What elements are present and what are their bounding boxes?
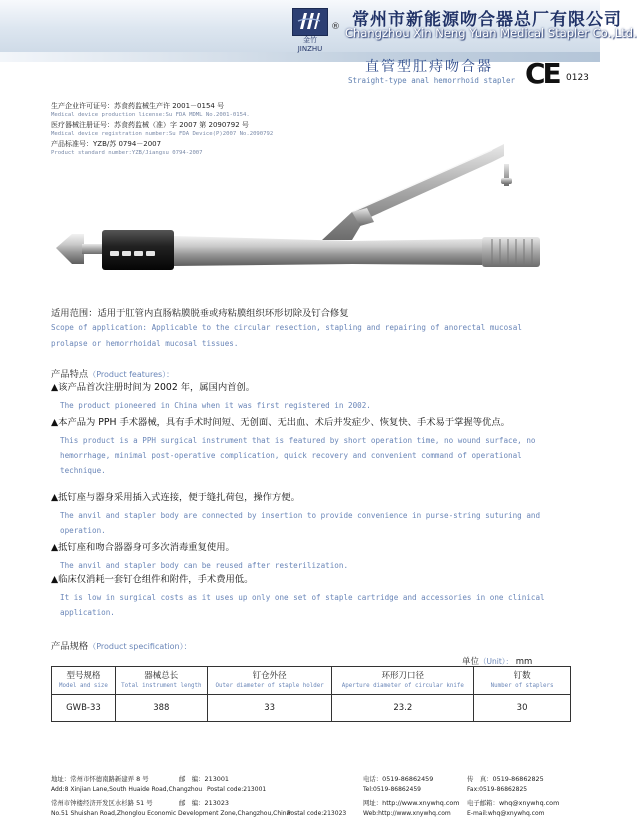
unit-cn: 单位 bbox=[462, 657, 480, 667]
table-header-cell: 环形刀口径 Aperture diameter of circular knife bbox=[332, 667, 474, 695]
product-name-en: Straight-type anal hemorrhoid stapler bbox=[348, 76, 516, 85]
spec-heading-cn: 产品规格 bbox=[51, 641, 89, 652]
table-row bbox=[52, 695, 571, 722]
address-2-cn: 常州市钟楼经济开发区水杉路 51 号 bbox=[51, 799, 153, 807]
table-cell: 33 bbox=[207, 695, 332, 722]
feature-en: This product is a PPH surgical instrument that is featured by short operation time, no wound surface, no hemorrhage, minimal post-operative complication, quick recovery and convenient command of operational technique. bbox=[60, 436, 536, 475]
scope-cn: 适用范围：适用于肛管内直肠粘膜脱垂或痔粘膜组织环形切除及钉合修复 bbox=[51, 308, 349, 319]
fax-cn: 传 真：0519-86862825 bbox=[467, 775, 544, 783]
website-en: Web:http://www.xnywhq.com bbox=[363, 810, 451, 817]
ce-mark: CE bbox=[525, 57, 559, 90]
logo-label: 金竹 JINZHU bbox=[297, 36, 323, 53]
table-cell: 388 bbox=[115, 695, 207, 722]
address-2-en: No.51 Shuishan Road,Zhonglou Economic Development Zone,Changzhou,China bbox=[51, 810, 291, 817]
address-1-cn: 地址：常州市怀德南路新建弄 8 号 bbox=[51, 775, 149, 783]
table-cell: GWB-33 bbox=[52, 695, 116, 722]
fax-en: Fax:0519-86862825 bbox=[467, 786, 528, 793]
stapler-illustration bbox=[52, 140, 548, 300]
product-name-cn: 直管型肛痔吻合器 bbox=[365, 59, 493, 75]
email-cn: 电子邮箱：whq@xnywhq.com bbox=[467, 799, 560, 807]
table-header-cell: 器械总长 Total instrument length bbox=[115, 667, 207, 695]
table-header-cell: 型号规格 Model and size bbox=[52, 667, 116, 695]
table-header-row bbox=[52, 667, 571, 695]
production-license-en: Medical device production license:Su FDA MDML No.2001-0154. bbox=[51, 112, 250, 118]
feature-en: The anvil and stapler body can be reused after resterilization. bbox=[60, 561, 349, 570]
feature-en: It is low in surgical costs as it uses up only one set of staple cartridge and accessories in one clinical application. bbox=[60, 593, 545, 617]
unit-en: （Unit）： bbox=[479, 657, 514, 666]
postcode-2-en: Postal code:213023 bbox=[287, 810, 347, 817]
feature-item bbox=[51, 541, 556, 573]
ce-number: 0123 bbox=[566, 73, 589, 83]
feature-cn: ▲抵钉座与器身采用插入式连接，便于缝扎荷包，操作方便。 bbox=[51, 492, 300, 503]
company-name-en: Changzhou Xin Neng Yuan Medical Stapler Co.,Ltd. bbox=[345, 26, 637, 40]
unit-value: mm bbox=[515, 657, 533, 667]
feature-en: The product pioneered in China when it was first registered in 2002. bbox=[60, 401, 371, 410]
table-header-cell: 钉数 Number of staplers bbox=[474, 667, 571, 695]
website-cn: 网址：http://www.xnywhq.com bbox=[363, 799, 460, 807]
bamboo-logo-icon bbox=[296, 11, 322, 31]
postcode-1-en: Postal code:213001 bbox=[207, 786, 267, 793]
header-stripe bbox=[0, 52, 600, 62]
features-heading-en: （Product features）： bbox=[88, 370, 175, 379]
postcode-2-cn: 邮 编：213023 bbox=[179, 799, 229, 807]
feature-cn: ▲临床仅消耗一套钉仓组件和附件，手术费用低。 bbox=[51, 574, 254, 585]
feature-cn: ▲该产品首次注册时间为 2002 年，属国内首创。 bbox=[51, 382, 256, 393]
feature-item bbox=[51, 573, 556, 620]
spec-heading bbox=[51, 638, 192, 652]
production-license-cn: 生产企业许可证号：苏食药监械生产许 2001－0154 号 bbox=[51, 102, 225, 110]
feature-cn: ▲抵钉座和吻合器器身可多次消毒重复使用。 bbox=[51, 542, 235, 553]
features-heading-cn: 产品特点 bbox=[51, 369, 89, 380]
telephone-cn: 电话：0519-86862459 bbox=[363, 775, 434, 783]
scope-en: Scope of application: Applicable to the circular resection, stapling and repairing of anorectal mucosal prolapse or hemorrhoidal mucosal tissues. bbox=[51, 323, 522, 348]
telephone-en: Tel:0519-86862459 bbox=[363, 786, 421, 793]
product-standard-cn: 产品标准号：YZB/苏 0794－2007 bbox=[51, 140, 162, 148]
product-standard-en: Product standard number:YZB/Jiangsu 0794-2007 bbox=[51, 150, 203, 156]
table-header-cell: 钉仓外径 Outer diameter of staple holder bbox=[207, 667, 332, 695]
address-1-en: Add:8 Xinjian Lane,South Huaide Road,Changzhou bbox=[51, 786, 203, 793]
features-heading bbox=[51, 366, 174, 380]
feature-item bbox=[51, 491, 556, 538]
feature-cn: ▲本产品为 PPH 手术器械，具有手术时间短、无创面、无出血、术后并发症少、恢复快、手术易于掌握等优点。 bbox=[51, 417, 510, 428]
feature-item bbox=[51, 381, 556, 413]
device-registration-en: Medical device registration number:Su FDA Device(P)2007 No.2090792 bbox=[51, 131, 274, 137]
company-name-cn: 常州市新能源吻合器总厂有限公司 bbox=[352, 10, 622, 30]
spec-heading-en: （Product specification）： bbox=[88, 642, 192, 651]
email-en: E-mail:whq@xnywhq.com bbox=[467, 810, 545, 817]
device-registration-cn: 医疗器械注册证号：苏食药监械（准）字 2007 第 2090792 号 bbox=[51, 121, 249, 129]
feature-en: The anvil and stapler body are connected by insertion to provide convenience in purse-string suturing and operation. bbox=[60, 511, 541, 535]
table-cell: 23.2 bbox=[332, 695, 474, 722]
spec-table bbox=[51, 666, 571, 722]
registered-mark: ® bbox=[331, 22, 340, 32]
postcode-1-cn: 邮 编：213001 bbox=[179, 775, 229, 783]
table-cell: 30 bbox=[474, 695, 571, 722]
feature-item bbox=[51, 416, 556, 478]
